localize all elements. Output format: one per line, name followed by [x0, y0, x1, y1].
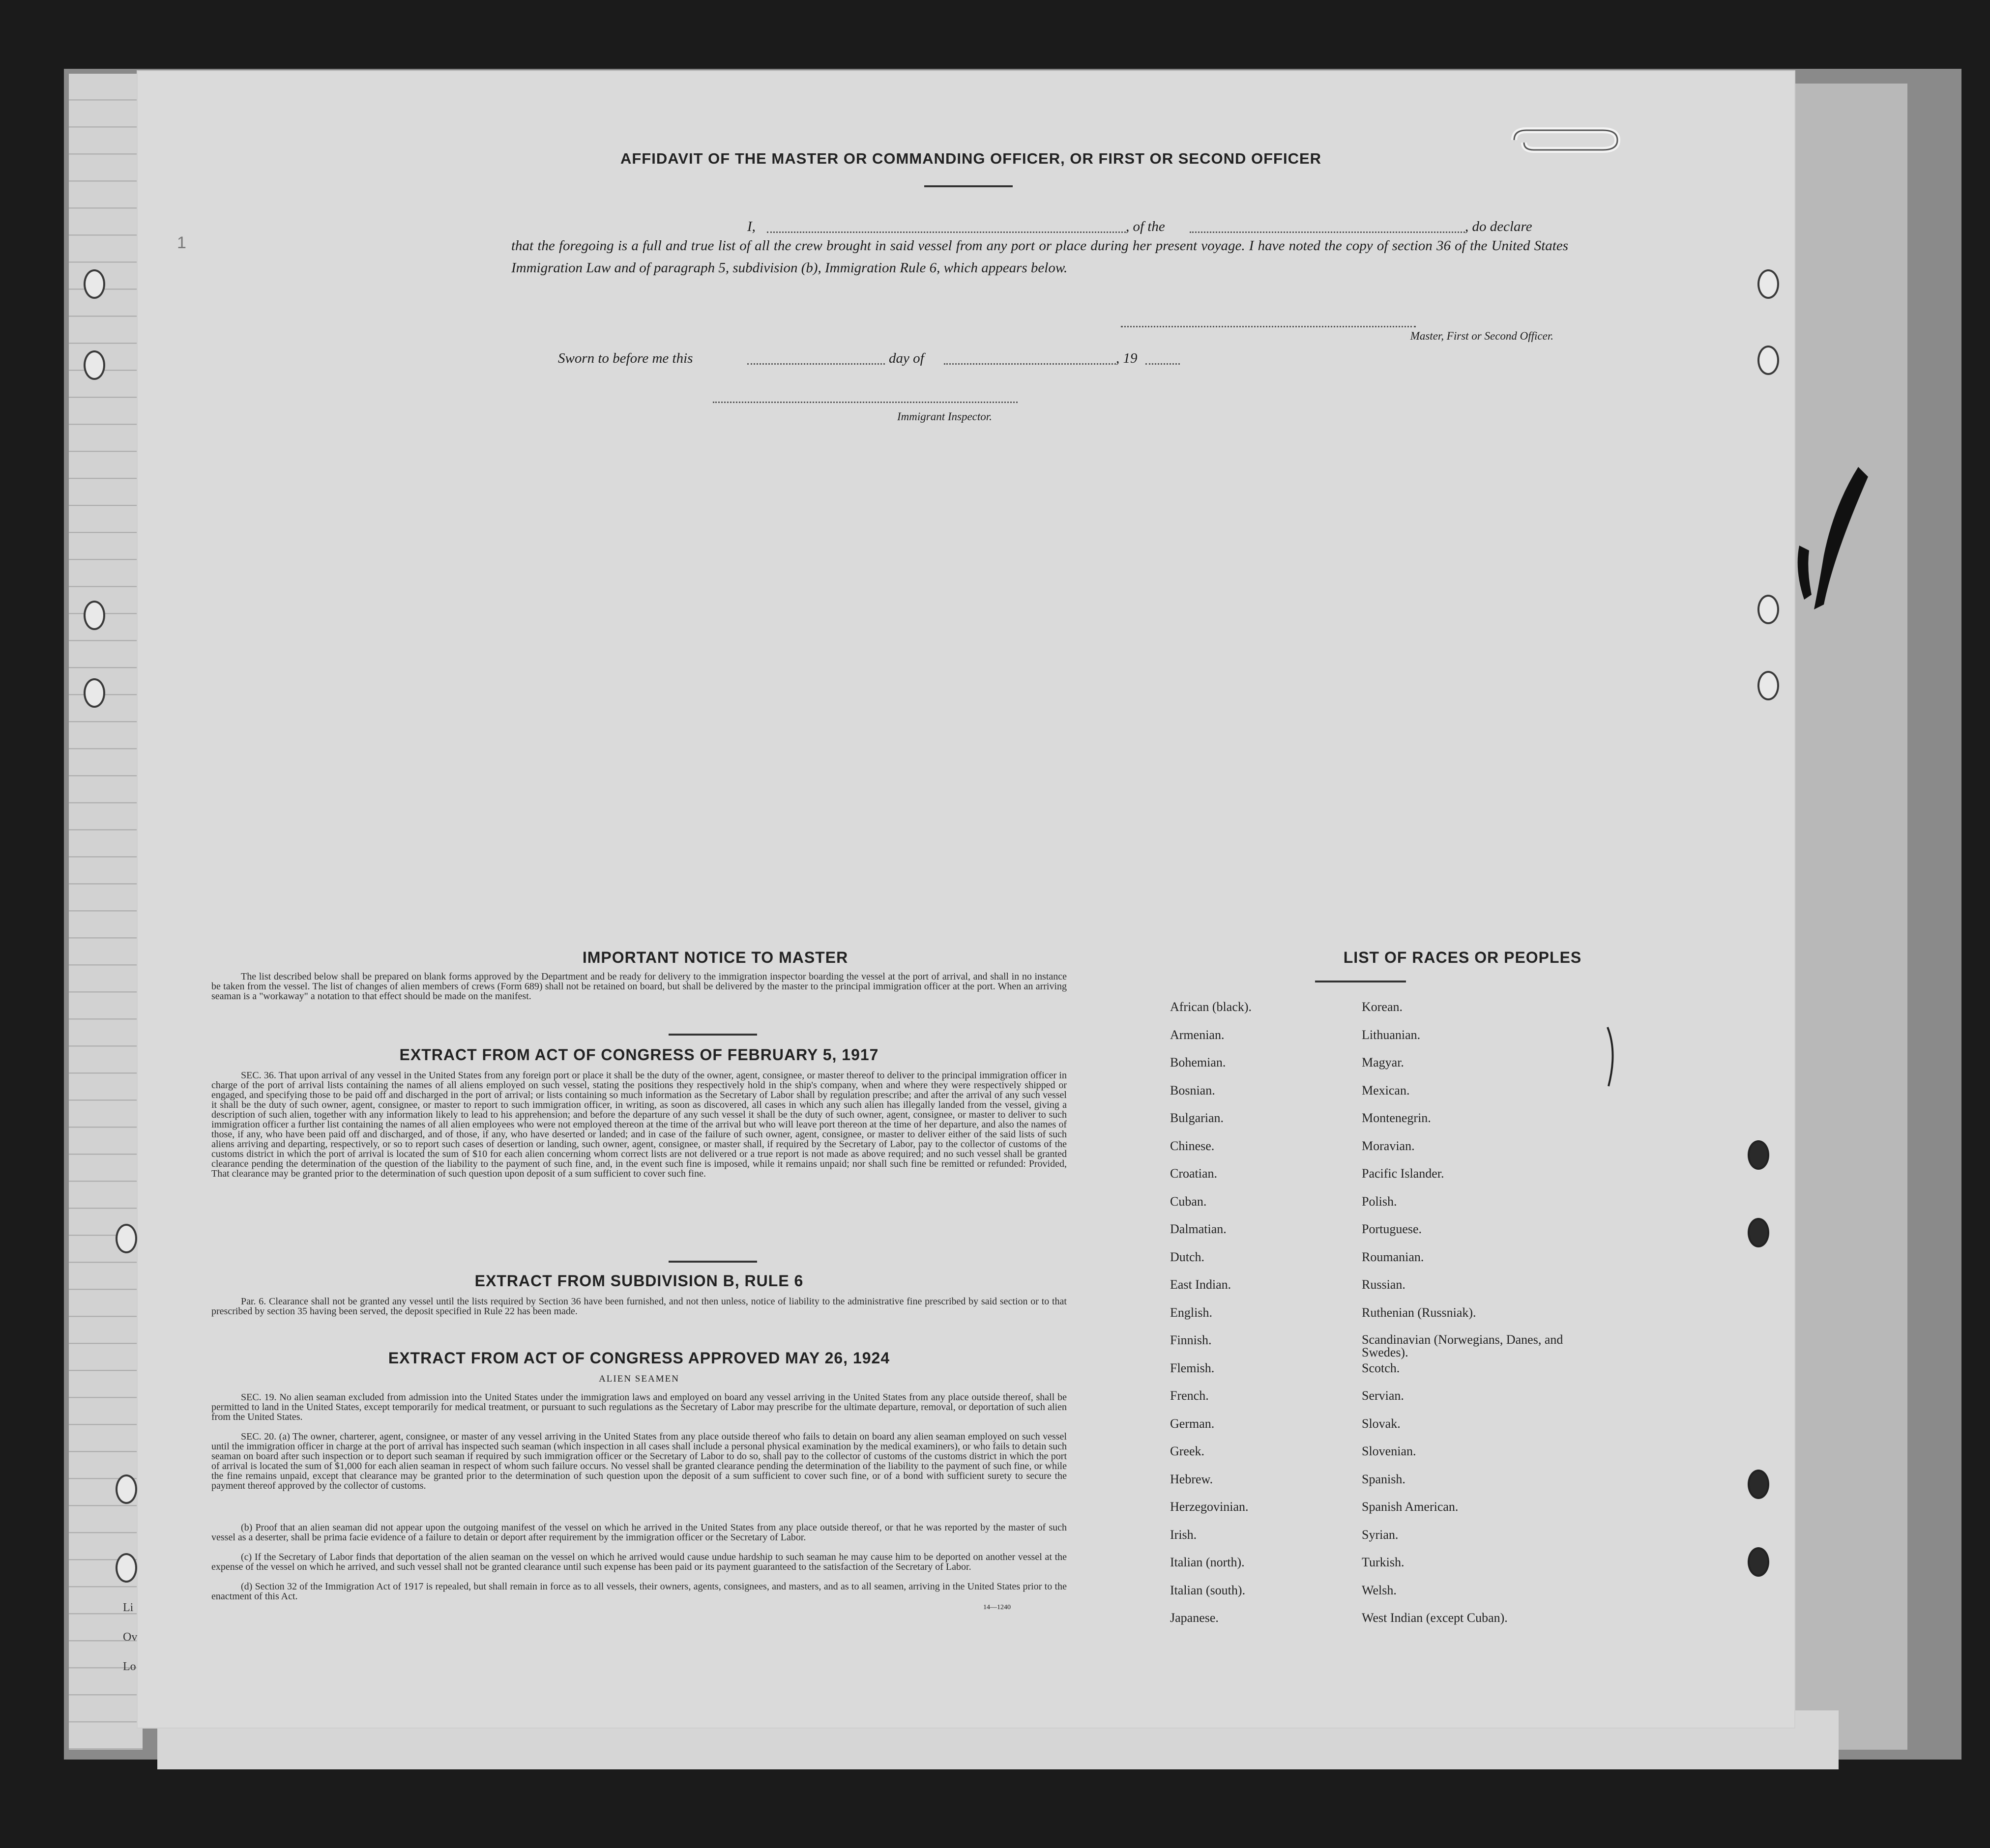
inspector-line — [713, 402, 1018, 403]
race-entry: Syrian. — [1362, 1527, 1399, 1542]
sworn-month-blank — [944, 363, 1116, 365]
declarant-label: I, — [747, 219, 756, 234]
extract-1917-body: SEC. 36. That upon arrival of any vessel in the United States from any foreign port or place it shall be the duty of the owner, agent, consignee, or master thereof to deliver to the principal immigration officer in charge of the port of arrival lists containing the names of all aliens employed on such vessel, stating the positions they respectively hold in the ship's company, when and where they were respectively shipped or engaged, and specifying those to be paid off and discharged in the port of arrival; or lists containing so much information as the Secretary of Labor shall by regulation prescribe; and after the arrival of any such vessel it shall be the duty of such owner, agent, consignee, or master to report to such immigration officer, in writing, as soon as discovered, all cases in which any such alien has illegally landed from the vessel, giving a description of such alien, together with any information likely to lead to his apprehension; and before the departure of any such vessel it shall be the duty of such owner, agent, consignee, or master to deliver to such immigration officer a further list containing the names of all alien employees who were not employed thereon at the time of the arrival but who will leave port thereon at the time of her departure, and also the names of those, if any, who have been paid off and discharged, and of those, if any, who have deserted or landed; and in case of the failure of such owner, agent, consignee, or master to deliver either of the said lists of such aliens arriving and departing, respectively, or so to report such cases of desertion or landing, such owner, agent, consignee, or master shall, if required by the Secretary of Labor, pay to the collector of customs of the customs district in which the port of arrival is located the sum of $10 for each alien concerning whom correct lists are not delivered or a true report is not made as above required; and no such vessel shall be granted clearance pending the determination of the question of the liability to the payment of such fine, and, in the event such fine is imposed, while it remains unpaid; nor shall such fine be remitted or refunded: Provided, That clearance may be granted prior to the determination of such question upon deposit of a sum sufficient to cover such fine. — [211, 1070, 1067, 1179]
sec-20c-body: (c) If the Secretary of Labor finds that deportation of the alien seaman on the vessel on which he arrived would cause undue hardship to such seaman he may cause him to be deported on another vessel at the expense of the vessel on which he arrived, and such vessel shall not be granted clearance until such expense has been paid or its payment guaranteed to the satisfaction of the Secretary of Labor. — [211, 1552, 1067, 1572]
race-entry: Welsh. — [1362, 1583, 1397, 1597]
race-entry: Italian (north). — [1170, 1555, 1245, 1569]
year-label: , 19 — [1116, 350, 1138, 366]
race-entry: Moravian. — [1362, 1138, 1415, 1153]
race-entry: West Indian (except Cuban). — [1362, 1611, 1508, 1625]
affidavit-title: AFFIDAVIT OF THE MASTER OR COMMANDING OFFICER, OR FIRST OR SECOND OFFICER — [620, 150, 1322, 167]
notice-body: The list described below shall be prepared on blank forms approved by the Department and be ready for delivery to the immigration inspector boarding the vessel at the port of arrival, and shall in no instance be taken from the vessel. The list of changes of alien members of crews (Form 689) shall not be retained on board, but shall be delivered by the master to the principal immigration officer at the port. When an arriving seaman is a "workaway" a notation to that effect should be made on the manifest. — [211, 971, 1067, 1002]
race-entry: Mexican. — [1362, 1083, 1410, 1097]
punch-hole-icon — [116, 1224, 137, 1253]
punch-hole-icon — [1757, 269, 1779, 299]
sec-20a-body: SEC. 20. (a) The owner, charterer, agent, consignee, or master of any vessel arriving in the United States from any place outside thereof who fails to detain on board any alien seaman employed on such vessel until the immigration officer in charge at the port of arrival has inspected such seaman (which inspection in all cases shall include a personal physical examination by the medical examiners), or who fails to detain such seaman on board after such inspection or to deport such seaman if required by such immigration officer or the Secretary of Labor to do so, shall pay to the collector of customs of the customs district in which the port of arrival is located the sum of $1,000 for each alien seaman in respect of whom such failure occurs. No vessel shall be granted clearance pending the determination of the liability to the payment of such fine, or while the fine remains unpaid, except that clearance may be granted prior to the determination of such question upon the deposit of a sum sufficient to cover such fine, or of a bond with sufficient surety to secure the payment thereof approved by the collector of customs. — [211, 1431, 1067, 1491]
race-entry: Chinese. — [1170, 1138, 1215, 1153]
alien-seamen-subtitle: ALIEN SEAMEN — [599, 1374, 679, 1384]
race-entry: Dutch. — [1170, 1249, 1205, 1264]
race-entry: Japanese. — [1170, 1611, 1219, 1625]
margin-label: Lo — [123, 1660, 136, 1673]
race-entry: Portuguese. — [1362, 1222, 1422, 1236]
race-entry: Scotch. — [1362, 1360, 1400, 1375]
races-rule — [1315, 981, 1406, 982]
punch-hole-icon — [1748, 1470, 1769, 1499]
punch-hole-icon — [1748, 1218, 1769, 1247]
punch-hole-icon — [1748, 1140, 1769, 1170]
race-entry: Cuban. — [1170, 1194, 1207, 1209]
punch-hole-icon — [1757, 346, 1779, 375]
race-entry: Slovenian. — [1362, 1444, 1416, 1458]
race-entry: French. — [1170, 1388, 1209, 1403]
rule-1 — [669, 1034, 757, 1036]
race-entry: East Indian. — [1170, 1277, 1231, 1292]
races-column-2 — [1362, 1000, 1568, 1639]
sec-20d-body: (d) Section 32 of the Immigration Act of 1917 is repealed, but shall remain in force as to all vessels, their owners, agents, consignees, and masters, and as to all seamen, arriving in the United States prior to the enactment of this Act. — [211, 1581, 1067, 1602]
pen-mark-icon — [1603, 1022, 1622, 1091]
declarant-blank — [767, 231, 1126, 233]
punch-hole-icon — [1748, 1547, 1769, 1577]
race-entry: Montenegrin. — [1362, 1111, 1431, 1125]
sworn-label: Sworn to before me this — [558, 350, 693, 366]
sworn-year-blank — [1145, 363, 1180, 365]
race-entry: Dalmatian. — [1170, 1222, 1227, 1236]
race-entry: Slovak. — [1362, 1416, 1401, 1431]
margin-label: Ov — [123, 1631, 138, 1644]
day-of-label: day of — [889, 350, 924, 366]
race-entry: Armenian. — [1170, 1027, 1225, 1042]
race-entry: Spanish American. — [1362, 1500, 1459, 1514]
race-entry: Hebrew. — [1170, 1472, 1213, 1486]
race-entry: Croatian. — [1170, 1166, 1218, 1181]
extract-1924-title: EXTRACT FROM ACT OF CONGRESS APPROVED MAY 26, 1924 — [388, 1349, 890, 1367]
margin-label: Li — [123, 1601, 134, 1614]
rule-6-body: Par. 6. Clearance shall not be granted any vessel until the lists required by Section 36 have been furnished, and not then unless, notice of liability to the administrative fine prescribed by said section or to that prescribed by section 35 having been served, the deposit specified in Rule 22 has been made. — [211, 1296, 1067, 1317]
form-number: 14—1240 — [983, 1604, 1011, 1611]
vessel-blank — [1190, 231, 1465, 233]
race-entry: African (black). — [1170, 1000, 1252, 1014]
notice-title: IMPORTANT NOTICE TO MASTER — [582, 949, 849, 966]
punch-hole-icon — [84, 350, 105, 380]
race-entry: Polish. — [1362, 1194, 1397, 1209]
race-entry: Finnish. — [1170, 1333, 1212, 1347]
sec-19-body: SEC. 19. No alien seaman excluded from admission into the United States under the immigration laws and employed on board any vessel arriving in the United States from any place outside thereof, shall be permitted to land in the United States, except temporarily for medical treatment, or pursuant to such regulations as the Secretary of Labor may prescribe for the ultimate departure, removal, or deportation of such alien from the United States. — [211, 1392, 1067, 1422]
race-entry: Pacific Islander. — [1362, 1166, 1444, 1181]
race-entry: Ruthenian (Russniak). — [1362, 1305, 1476, 1320]
race-entry: Italian (south). — [1170, 1583, 1246, 1597]
race-entry: Bohemian. — [1170, 1055, 1226, 1069]
stamp-number: 1 — [177, 233, 186, 252]
ink-stroke-icon — [1794, 457, 1873, 619]
race-entry: Herzegovinian. — [1170, 1500, 1249, 1514]
race-entry: Bulgarian. — [1170, 1111, 1224, 1125]
punch-hole-icon — [116, 1553, 137, 1583]
race-entry: Roumanian. — [1362, 1249, 1424, 1264]
race-entry: Irish. — [1170, 1527, 1197, 1542]
affidavit-statement: that the foregoing is a full and true list of all the crew brought in said vessel from any port or place during her present voyage. I have noted the copy of section 36 of the United States Immigration Law and of paragraph 5, subdivision (b), Immigration Rule 6, which appears below. — [511, 238, 1568, 276]
vessel-label: , of the — [1126, 219, 1165, 234]
race-entry: Flemish. — [1170, 1360, 1215, 1375]
race-entry: Spanish. — [1362, 1472, 1405, 1486]
races-title: LIST OF RACES OR PEOPLES — [1343, 949, 1582, 966]
race-entry: English. — [1170, 1305, 1212, 1320]
punch-hole-icon — [1757, 671, 1779, 700]
sworn-day-blank — [747, 363, 885, 365]
race-entry: Turkish. — [1362, 1555, 1405, 1569]
inspector-caption: Immigrant Inspector. — [897, 410, 992, 423]
sec-20b-body: (b) Proof that an alien seaman did not appear upon the outgoing manifest of the vessel on which he arrived in the United States from any place outside thereof, or that he was reported by the master of such vessel as a deserter, shall be prima facie evidence of a failure to detain or deport after requirement by the immigration officer or the Secretary of Labor. — [211, 1522, 1067, 1543]
race-entry: Scandinavian (Norwegians, Danes, and Swedes). — [1362, 1332, 1563, 1359]
race-entry: Lithuanian. — [1362, 1027, 1421, 1042]
title-rule — [924, 185, 1013, 187]
race-entry: Korean. — [1362, 1000, 1403, 1014]
rule-6-title: EXTRACT FROM SUBDIVISION B, RULE 6 — [474, 1272, 804, 1290]
rule-2 — [669, 1261, 757, 1263]
signature-line — [1121, 326, 1416, 327]
extract-1917-title: EXTRACT FROM ACT OF CONGRESS OF FEBRUARY 5, 1917 — [399, 1046, 879, 1064]
signature-caption: Master, First or Second Officer. — [1410, 330, 1553, 342]
punch-hole-icon — [1757, 595, 1779, 624]
punch-hole-icon — [84, 601, 105, 630]
affidavit-page — [138, 71, 1794, 1728]
race-entry: Russian. — [1362, 1277, 1405, 1292]
race-entry: German. — [1170, 1416, 1215, 1431]
punch-hole-icon — [116, 1474, 137, 1504]
punch-hole-icon — [84, 678, 105, 708]
race-entry: Greek. — [1170, 1444, 1205, 1458]
declare-label: , do declare — [1465, 219, 1532, 234]
race-entry: Magyar. — [1362, 1055, 1404, 1069]
race-entry: Bosnian. — [1170, 1083, 1215, 1097]
races-column-1 — [1170, 1000, 1252, 1639]
race-entry: Servian. — [1362, 1388, 1404, 1403]
paper-clip-icon — [1504, 111, 1632, 170]
punch-hole-icon — [84, 269, 105, 299]
